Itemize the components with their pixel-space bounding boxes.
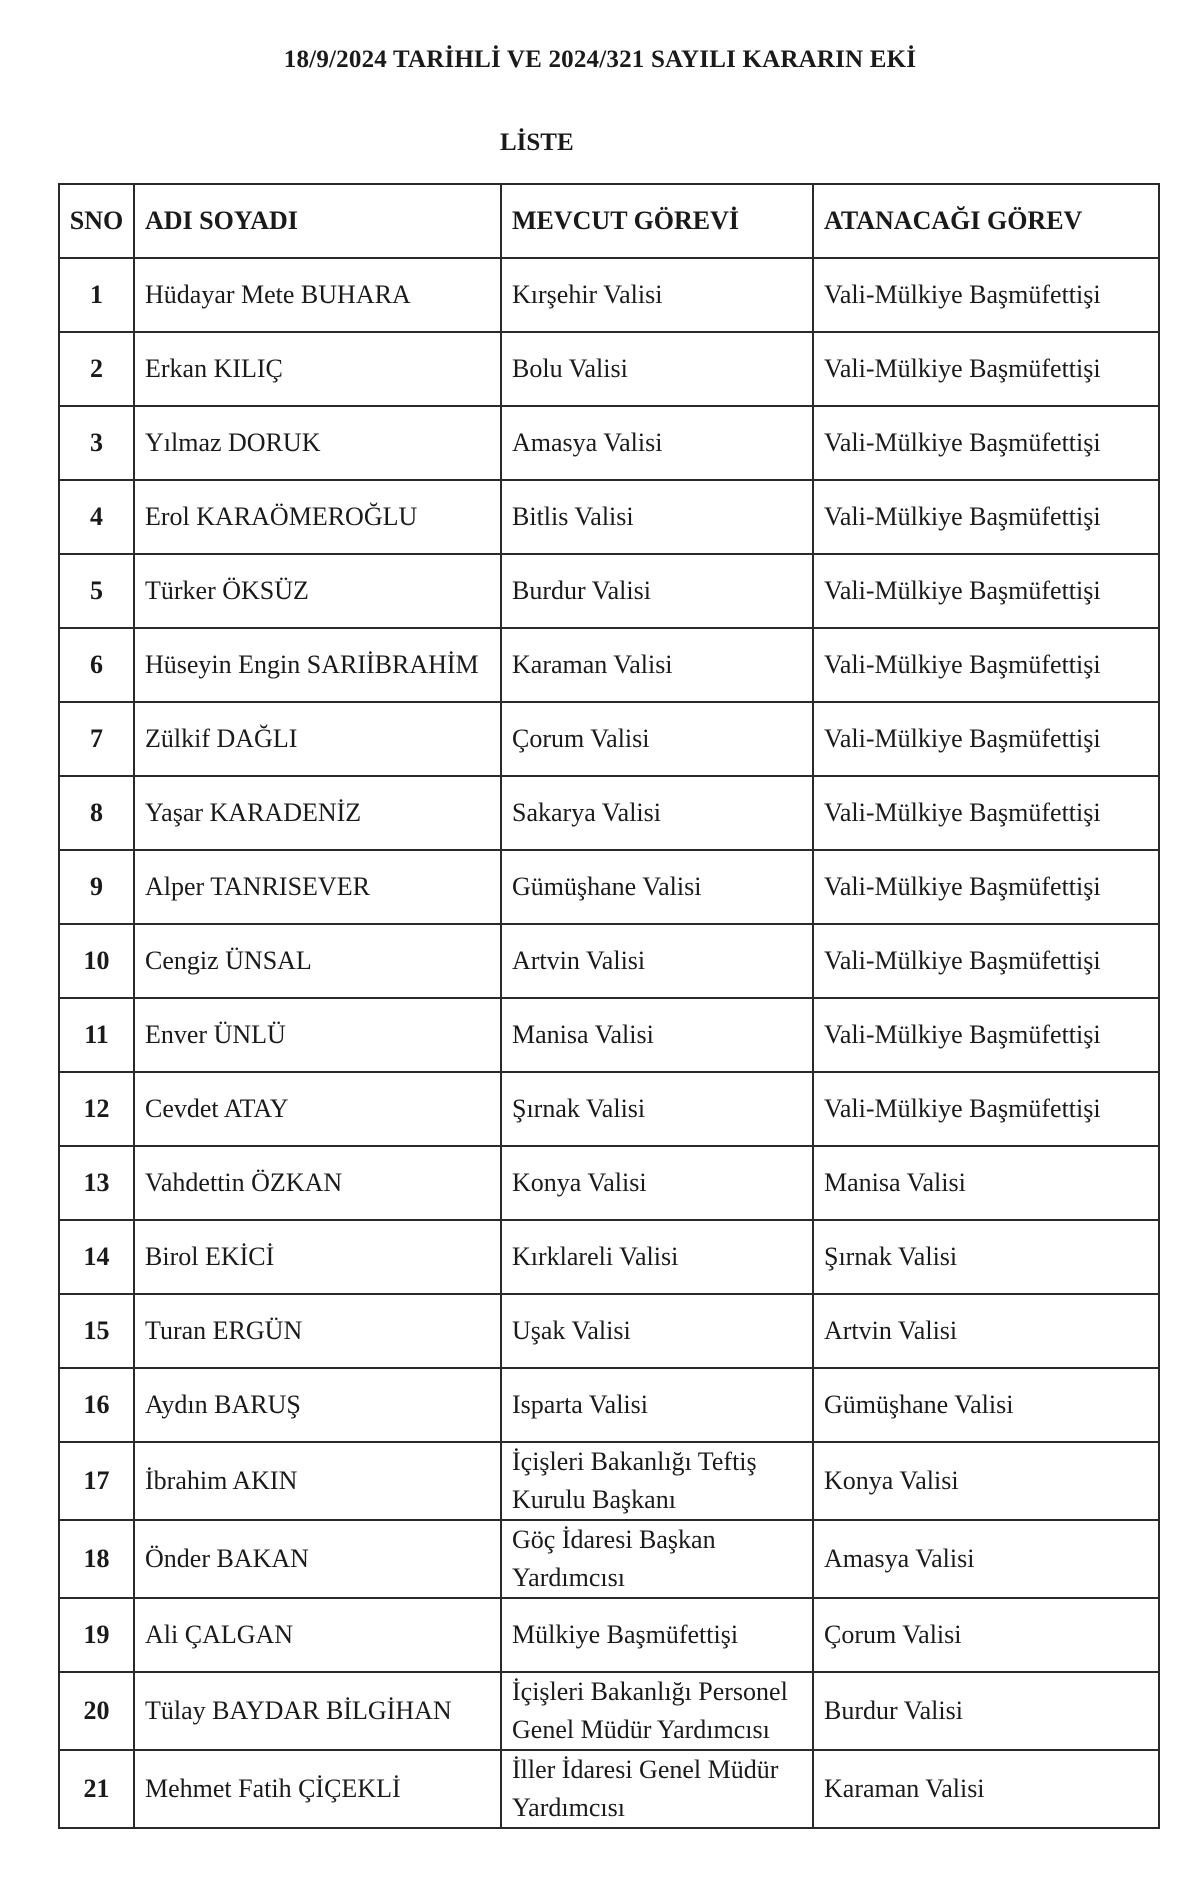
cell-sno: 16 xyxy=(59,1368,134,1442)
cell-name: Yılmaz DORUK xyxy=(134,406,501,480)
cell-new-position: Manisa Valisi xyxy=(813,1146,1159,1220)
cell-new-position: Vali-Mülkiye Başmüfettişi xyxy=(813,406,1159,480)
table-row xyxy=(59,1146,1159,1220)
cell-name: Ali ÇALGAN xyxy=(134,1598,501,1672)
cell-sno: 3 xyxy=(59,406,134,480)
cell-current-position: Kırşehir Valisi xyxy=(501,258,813,332)
cell-new-position: Vali-Mülkiye Başmüfettişi xyxy=(813,332,1159,406)
cell-name: Erol KARAÖMEROĞLU xyxy=(134,480,501,554)
header-sno: SNO xyxy=(59,184,134,258)
cell-name: Aydın BARUŞ xyxy=(134,1368,501,1442)
table-row xyxy=(59,1442,1159,1520)
cell-name: Mehmet Fatih ÇİÇEKLİ xyxy=(134,1750,501,1828)
table-row xyxy=(59,1294,1159,1368)
cell-name: Erkan KILIÇ xyxy=(134,332,501,406)
cell-new-position: Vali-Mülkiye Başmüfettişi xyxy=(813,258,1159,332)
cell-sno: 5 xyxy=(59,554,134,628)
cell-new-position: Vali-Mülkiye Başmüfettişi xyxy=(813,924,1159,998)
cell-new-position: Vali-Mülkiye Başmüfettişi xyxy=(813,554,1159,628)
cell-sno: 18 xyxy=(59,1520,134,1598)
cell-new-position: Vali-Mülkiye Başmüfettişi xyxy=(813,998,1159,1072)
cell-sno: 11 xyxy=(59,998,134,1072)
header-name: ADI SOYADI xyxy=(134,184,501,258)
cell-name: Türker ÖKSÜZ xyxy=(134,554,501,628)
cell-sno: 2 xyxy=(59,332,134,406)
cell-new-position: Burdur Valisi xyxy=(813,1672,1159,1750)
cell-new-position: Vali-Mülkiye Başmüfettişi xyxy=(813,628,1159,702)
cell-name: İbrahim AKIN xyxy=(134,1442,501,1520)
header-new-position: ATANACAĞI GÖREV xyxy=(813,184,1159,258)
cell-new-position: Konya Valisi xyxy=(813,1442,1159,1520)
cell-sno: 10 xyxy=(59,924,134,998)
cell-new-position: Amasya Valisi xyxy=(813,1520,1159,1598)
cell-current-position: Çorum Valisi xyxy=(501,702,813,776)
cell-current-position: Mülkiye Başmüfettişi xyxy=(501,1598,813,1672)
table-header-row xyxy=(59,184,1159,258)
cell-current-position: Manisa Valisi xyxy=(501,998,813,1072)
cell-name: Zülkif DAĞLI xyxy=(134,702,501,776)
cell-new-position: Artvin Valisi xyxy=(813,1294,1159,1368)
table-row xyxy=(59,1520,1159,1598)
table-row xyxy=(59,554,1159,628)
cell-new-position: Vali-Mülkiye Başmüfettişi xyxy=(813,850,1159,924)
appointment-table xyxy=(58,183,1160,1829)
table-row xyxy=(59,1368,1159,1442)
cell-sno: 9 xyxy=(59,850,134,924)
cell-new-position: Şırnak Valisi xyxy=(813,1220,1159,1294)
cell-name: Cengiz ÜNSAL xyxy=(134,924,501,998)
table-row xyxy=(59,1220,1159,1294)
table-row xyxy=(59,1750,1159,1828)
table-row xyxy=(59,628,1159,702)
cell-sno: 14 xyxy=(59,1220,134,1294)
table-row xyxy=(59,776,1159,850)
cell-current-position: Burdur Valisi xyxy=(501,554,813,628)
cell-current-position: Konya Valisi xyxy=(501,1146,813,1220)
cell-sno: 19 xyxy=(59,1598,134,1672)
table-row xyxy=(59,258,1159,332)
cell-sno: 12 xyxy=(59,1072,134,1146)
table-row xyxy=(59,924,1159,998)
cell-sno: 20 xyxy=(59,1672,134,1750)
cell-new-position: Karaman Valisi xyxy=(813,1750,1159,1828)
cell-name: Hüseyin Engin SARIİBRAHİM xyxy=(134,628,501,702)
cell-sno: 21 xyxy=(59,1750,134,1828)
table-row xyxy=(59,1672,1159,1750)
cell-new-position: Vali-Mülkiye Başmüfettişi xyxy=(813,702,1159,776)
cell-sno: 6 xyxy=(59,628,134,702)
cell-new-position: Vali-Mülkiye Başmüfettişi xyxy=(813,776,1159,850)
cell-current-position: Sakarya Valisi xyxy=(501,776,813,850)
cell-new-position: Vali-Mülkiye Başmüfettişi xyxy=(813,480,1159,554)
cell-sno: 13 xyxy=(59,1146,134,1220)
cell-sno: 4 xyxy=(59,480,134,554)
cell-sno: 1 xyxy=(59,258,134,332)
cell-new-position: Vali-Mülkiye Başmüfettişi xyxy=(813,1072,1159,1146)
cell-current-position: Amasya Valisi xyxy=(501,406,813,480)
cell-current-position: Uşak Valisi xyxy=(501,1294,813,1368)
cell-current-position: Isparta Valisi xyxy=(501,1368,813,1442)
cell-current-position: Bolu Valisi xyxy=(501,332,813,406)
cell-current-position: Kırklareli Valisi xyxy=(501,1220,813,1294)
cell-name: Hüdayar Mete BUHARA xyxy=(134,258,501,332)
document-heading: 18/9/2024 TARİHLİ VE 2024/321 SAYILI KARARIN EKİ xyxy=(283,46,917,73)
table-row xyxy=(59,406,1159,480)
cell-new-position: Gümüşhane Valisi xyxy=(813,1368,1159,1442)
cell-current-position: Göç İdaresi Başkan Yardımcısı xyxy=(501,1520,813,1598)
cell-sno: 15 xyxy=(59,1294,134,1368)
table-row xyxy=(59,332,1159,406)
list-title: LİSTE xyxy=(500,129,574,156)
cell-name: Vahdettin ÖZKAN xyxy=(134,1146,501,1220)
cell-current-position: İçişleri Bakanlığı Personel Genel Müdür Yardımcısı xyxy=(501,1672,813,1750)
cell-name: Turan ERGÜN xyxy=(134,1294,501,1368)
cell-name: Birol EKİCİ xyxy=(134,1220,501,1294)
cell-sno: 17 xyxy=(59,1442,134,1520)
cell-current-position: Şırnak Valisi xyxy=(501,1072,813,1146)
table-row xyxy=(59,1072,1159,1146)
header-current-position: MEVCUT GÖREVİ xyxy=(501,184,813,258)
cell-current-position: Bitlis Valisi xyxy=(501,480,813,554)
cell-name: Cevdet ATAY xyxy=(134,1072,501,1146)
cell-sno: 7 xyxy=(59,702,134,776)
table-row xyxy=(59,998,1159,1072)
cell-current-position: Gümüşhane Valisi xyxy=(501,850,813,924)
table-row xyxy=(59,1598,1159,1672)
cell-current-position: İçişleri Bakanlığı Teftiş Kurulu Başkanı xyxy=(501,1442,813,1520)
table-row xyxy=(59,850,1159,924)
cell-name: Tülay BAYDAR BİLGİHAN xyxy=(134,1672,501,1750)
cell-name: Alper TANRISEVER xyxy=(134,850,501,924)
cell-name: Enver ÜNLÜ xyxy=(134,998,501,1072)
cell-name: Önder BAKAN xyxy=(134,1520,501,1598)
cell-current-position: İller İdaresi Genel Müdür Yardımcısı xyxy=(501,1750,813,1828)
table-row xyxy=(59,480,1159,554)
table-row xyxy=(59,702,1159,776)
cell-current-position: Artvin Valisi xyxy=(501,924,813,998)
cell-current-position: Karaman Valisi xyxy=(501,628,813,702)
cell-name: Yaşar KARADENİZ xyxy=(134,776,501,850)
cell-new-position: Çorum Valisi xyxy=(813,1598,1159,1672)
cell-sno: 8 xyxy=(59,776,134,850)
